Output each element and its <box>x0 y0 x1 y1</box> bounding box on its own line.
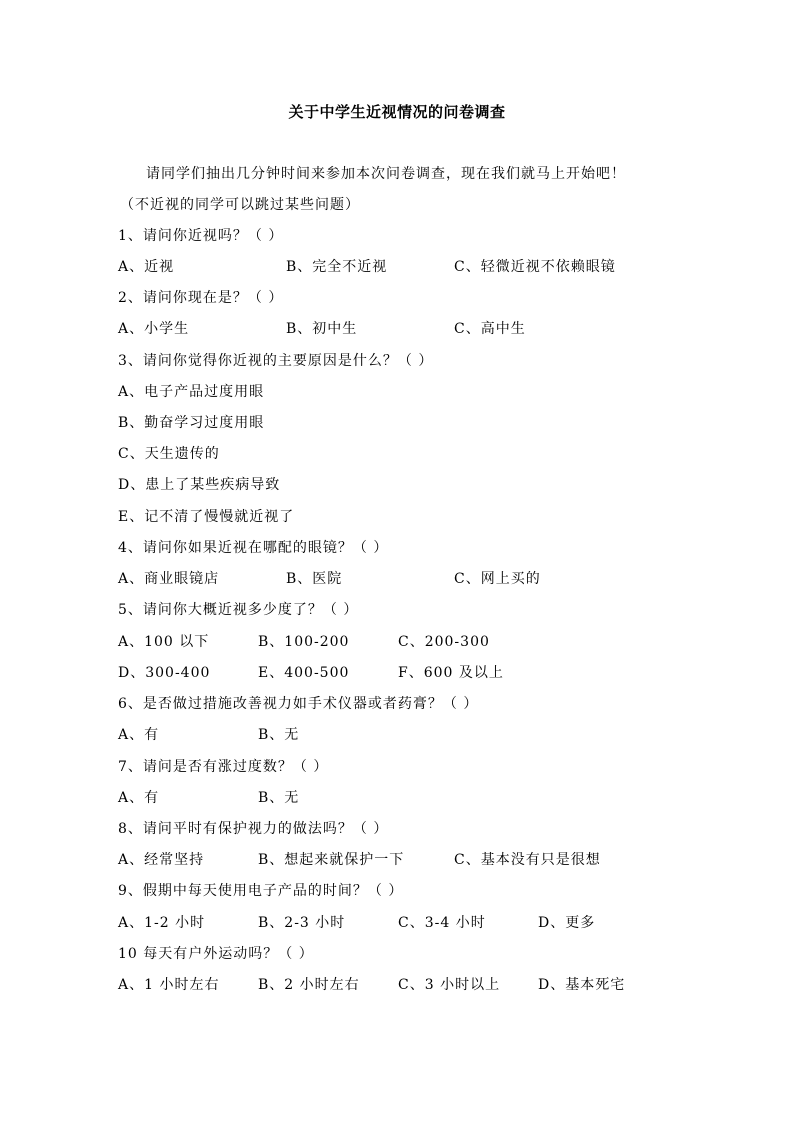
option: C、网上买的 <box>454 571 541 587</box>
option: D、基本死宅 <box>538 977 626 993</box>
question-3: 3、请问你觉得你近视的主要原因是什么？（ ） <box>118 353 434 369</box>
option: B、无 <box>258 727 300 743</box>
question-8: 8、请问平时有保护视力的做法吗？（ ） <box>118 821 389 837</box>
question-1: 1、请问你近视吗？（ ） <box>118 228 284 244</box>
option: C、基本没有只是很想 <box>454 852 601 868</box>
option: C、3-4 小时 <box>398 915 486 931</box>
option: A、1-2 小时 <box>118 915 206 931</box>
option: A、电子产品过度用眼 <box>118 384 265 400</box>
question-8-options <box>118 849 678 871</box>
option: E、400-500 <box>258 665 350 681</box>
option: B、想起来就保护一下 <box>258 852 405 868</box>
question-5: 5、请问你大概近视多少度了？（ ） <box>118 602 359 618</box>
question-6-options <box>118 724 678 746</box>
option: B、医院 <box>286 571 343 587</box>
option: D、更多 <box>538 915 596 931</box>
question-2: 2、请问你现在是？（ ） <box>118 290 284 306</box>
option: A、有 <box>118 727 160 743</box>
option: B、初中生 <box>286 321 358 337</box>
option: A、1 小时左右 <box>118 977 220 993</box>
option: E、记不清了慢慢就近视了 <box>118 509 295 525</box>
option: D、300-400 <box>118 665 211 681</box>
option: A、商业眼镜店 <box>118 571 220 587</box>
option: B、无 <box>258 790 300 806</box>
question-2-options <box>118 318 678 340</box>
question-10: 10 每天有户外运动吗？（ ） <box>118 946 314 962</box>
question-6: 6、是否做过措施改善视力如手术仪器或者药膏？（ ） <box>118 696 479 712</box>
page-title: 关于中学生近视情况的问卷调查 <box>288 103 506 121</box>
question-7: 7、请问是否有涨过度数？（ ） <box>118 759 329 775</box>
option: C、轻微近视不依赖眼镜 <box>454 259 616 275</box>
option: D、患上了某些疾病导致 <box>118 477 281 493</box>
option: A、近视 <box>118 259 175 275</box>
question-1-options <box>118 256 678 278</box>
question-5-options-row2 <box>118 662 678 684</box>
question-4: 4、请问你如果近视在哪配的眼镜？（ ） <box>118 540 389 556</box>
option: A、100 以下 <box>118 634 210 650</box>
option: F、600 及以上 <box>398 665 504 681</box>
question-9: 9、假期中每天使用电子产品的时间？（ ） <box>118 883 404 899</box>
option: C、高中生 <box>454 321 526 337</box>
option: C、200-300 <box>398 634 490 650</box>
option: A、小学生 <box>118 321 190 337</box>
question-10-options <box>118 974 678 996</box>
option: B、100-200 <box>258 634 350 650</box>
option: B、勤奋学习过度用眼 <box>118 415 265 431</box>
intro-text: 请同学们抽出几分钟时间来参加本次问卷调查，现在我们就马上开始吧！ <box>146 166 626 182</box>
option: B、2 小时左右 <box>258 977 360 993</box>
question-7-options <box>118 787 678 809</box>
question-5-options-row1 <box>118 631 678 653</box>
option: C、天生遗传的 <box>118 446 220 462</box>
option: C、3 小时以上 <box>398 977 501 993</box>
option: A、有 <box>118 790 160 806</box>
option: B、完全不近视 <box>286 259 388 275</box>
note-text: （不近视的同学可以跳过某些问题） <box>120 197 360 213</box>
question-4-options <box>118 568 678 590</box>
option: B、2-3 小时 <box>258 915 346 931</box>
question-9-options <box>118 912 678 934</box>
option: A、经常坚持 <box>118 852 205 868</box>
